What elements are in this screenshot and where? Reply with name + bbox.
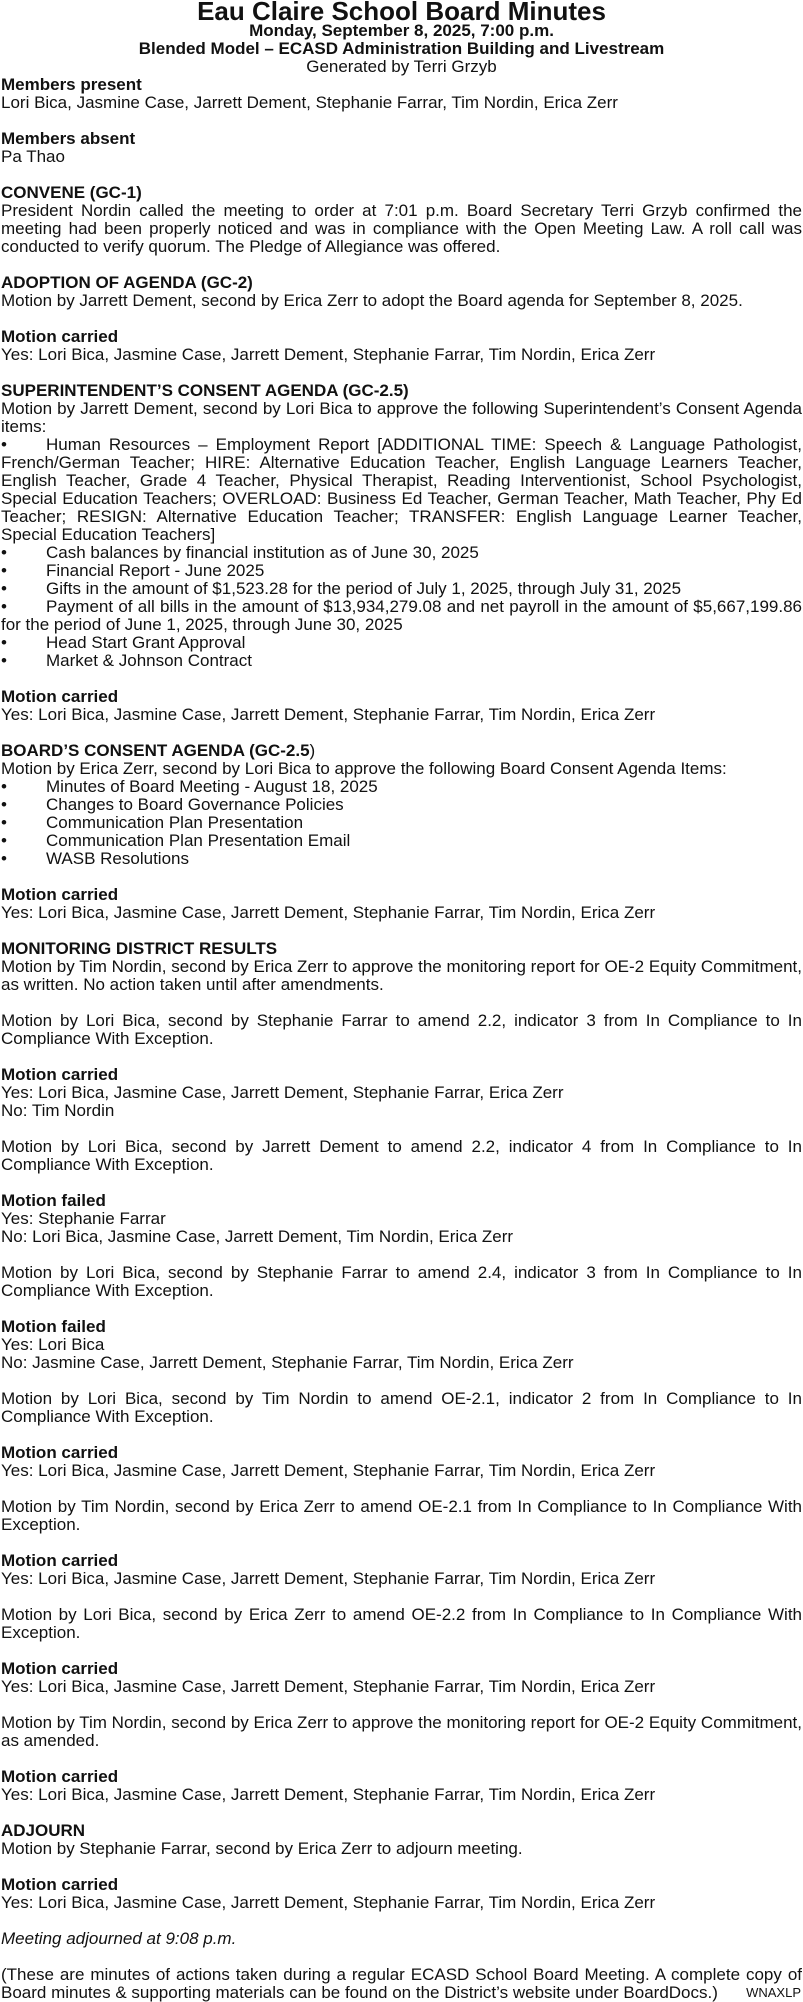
list-item: • Financial Report - June 2025 — [1, 562, 802, 580]
yes-votes: Yes: Lori Bica, Jasmine Case, Jarrett Dement, Stephanie Farrar, Tim Nordin, Erica Zerr — [1, 903, 656, 922]
motion-result: Motion carried — [1, 327, 119, 346]
motion-result: Motion failed — [1, 1191, 106, 1210]
no-votes: No: Lori Bica, Jasmine Case, Jarrett Dement, Tim Nordin, Erica Zerr — [1, 1227, 514, 1246]
monitoring-motion-block — [1, 1714, 802, 1750]
adjourned-time: Meeting adjourned at 9:08 p.m. — [1, 1929, 237, 1948]
list-item: • Changes to Board Governance Policies — [1, 796, 802, 814]
motion-result: Motion carried — [1, 1659, 119, 1678]
monitoring-motion-block — [1, 1012, 802, 1048]
members-present-section — [1, 76, 802, 112]
list-item: • Cash balances by financial institution as of June 30, 2025 — [1, 544, 802, 562]
yes-votes: Yes: Lori Bica, Jasmine Case, Jarrett Dement, Stephanie Farrar, Tim Nordin, Erica Zerr — [1, 1893, 656, 1912]
monitoring-motion: Motion by Lori Bica, second by Stephanie Farrar to amend 2.2, indicator 3 from In Compliance to In Compliance With Exception. — [1, 1011, 802, 1048]
yes-votes: Yes: Lori Bica, Jasmine Case, Jarrett Dement, Stephanie Farrar, Tim Nordin, Erica Zerr — [1, 1461, 656, 1480]
list-item: • Payment of all bills in the amount of $13,934,279.08 and net payroll in the amount of $5,667,199.86 for the period of June 1, 2025, through June 30, 2025 — [1, 598, 802, 634]
motion-result: Motion carried — [1, 1767, 119, 1786]
superintendent-consent-items — [1, 436, 802, 670]
superintendent-consent-section — [1, 382, 802, 670]
no-votes: No: Jasmine Case, Jarrett Dement, Stephanie Farrar, Tim Nordin, Erica Zerr — [1, 1353, 574, 1372]
monitoring-motion-block — [1, 1138, 802, 1174]
document-header — [1, 0, 802, 76]
superintendent-consent-vote — [1, 688, 802, 724]
monitoring-vote — [1, 1552, 802, 1588]
motion-result: Motion carried — [1, 687, 119, 706]
yes-votes: Yes: Lori Bica — [1, 1335, 105, 1354]
monitoring-motion: Motion by Lori Bica, second by Erica Zerr to amend OE-2.2 from In Compliance to In Compliance With Exception. — [1, 1605, 802, 1642]
list-item: • Head Start Grant Approval — [1, 634, 802, 652]
monitoring-motion: Motion by Tim Nordin, second by Erica Zerr to approve the monitoring report for OE-2 Equity Commitment, as written. No action taken until after amendments. — [1, 957, 802, 994]
yes-votes: Yes: Stephanie Farrar — [1, 1209, 166, 1228]
monitoring-vote — [1, 1318, 802, 1372]
board-consent-heading-tail: ) — [309, 741, 316, 760]
yes-votes: Yes: Lori Bica, Jasmine Case, Jarrett Dement, Stephanie Farrar, Tim Nordin, Erica Zerr — [1, 1677, 656, 1696]
yes-votes: Yes: Lori Bica, Jasmine Case, Jarrett Dement, Stephanie Farrar, Tim Nordin, Erica Zerr — [1, 345, 656, 364]
monitoring-vote — [1, 1066, 802, 1120]
monitoring-motion: Motion by Lori Bica, second by Jarrett Dement to amend 2.2, indicator 4 from In Compliance to In Compliance With Exception. — [1, 1137, 802, 1174]
motion-result: Motion carried — [1, 1551, 119, 1570]
monitoring-motion: Motion by Lori Bica, second by Stephanie Farrar to amend 2.4, indicator 3 from In Compliance to In Compliance With Exception. — [1, 1263, 802, 1300]
motion-result: Motion carried — [1, 885, 119, 904]
monitoring-motion-block — [1, 1498, 802, 1534]
monitoring-motion: Motion by Tim Nordin, second by Erica Zerr to amend OE-2.1 from In Compliance to In Compliance With Exception. — [1, 1497, 802, 1534]
motion-result: Motion failed — [1, 1317, 106, 1336]
monitoring-vote — [1, 1660, 802, 1696]
monitoring-vote — [1, 1768, 802, 1804]
adoption-heading: ADOPTION OF AGENDA (GC-2) — [1, 273, 253, 292]
list-item: • Communication Plan Presentation — [1, 814, 802, 832]
members-absent-section — [1, 130, 802, 166]
superintendent-consent-motion: Motion by Jarrett Dement, second by Lori Bica to approve the following Superintendent’s Consent Agenda items: — [1, 399, 802, 436]
list-item: • WASB Resolutions — [1, 850, 802, 868]
yes-votes: Yes: Lori Bica, Jasmine Case, Jarrett Dement, Stephanie Farrar, Tim Nordin, Erica Zerr — [1, 1569, 656, 1588]
closing-note-block — [1, 1966, 802, 2002]
adjourn-vote — [1, 1876, 802, 1912]
publication-code: WNAXLP — [746, 1985, 801, 2000]
adoption-motion: Motion by Jarrett Dement, second by Erica Zerr to adopt the Board agenda for September 8, 2025. — [1, 291, 743, 310]
monitoring-motion-block — [1, 1606, 802, 1642]
convene-heading: CONVENE (GC-1) — [1, 183, 142, 202]
list-item: • Human Resources – Employment Report [ADDITIONAL TIME: Speech & Language Pathologist, French/German Teacher; HIRE: Alternative Education Teacher, English Language Learners Teacher, English Teacher, Grade 4 Teacher, Physical Therapist, Reading Interventionist, School Psychologist, Special Education Teachers; OVERLOAD: Business Ed Teacher, German Teacher, Math Teacher, Phy Ed Teacher; RESIGN: Alternative Education Teacher; TRANSFER: English Language Learner Teacher, Special Education Teachers] — [1, 436, 802, 544]
list-item: • Market & Johnson Contract — [1, 652, 802, 670]
adoption-section — [1, 274, 802, 310]
motion-result: Motion carried — [1, 1065, 119, 1084]
list-item: • Minutes of Board Meeting - August 18, 2025 — [1, 778, 802, 796]
adjourn-section — [1, 1822, 802, 1858]
monitoring-motion-block — [1, 1390, 802, 1426]
closing-note: (These are minutes of actions taken during a regular ECASD School Board Meeting. A complete copy of Board minutes & supporting materials can be found on the District’s website under BoardDocs.) — [1, 1965, 802, 2002]
members-absent-names: Pa Thao — [1, 147, 65, 166]
generated-by: Generated by Terri Grzyb — [306, 57, 497, 76]
superintendent-consent-heading: SUPERINTENDENT’S CONSENT AGENDA (GC-2.5) — [1, 381, 409, 400]
convene-section — [1, 184, 802, 256]
list-item: • Communication Plan Presentation Email — [1, 832, 802, 850]
meeting-location: Blended Model – ECASD Administration Building and Livestream — [138, 39, 665, 58]
monitoring-motion: Motion by Lori Bica, second by Tim Nordin to amend OE-2.1, indicator 2 from In Compliance to In Compliance With Exception. — [1, 1389, 802, 1426]
adjourn-heading: ADJOURN — [1, 1821, 86, 1840]
adjourned-time-block — [1, 1930, 802, 1948]
board-consent-motion: Motion by Erica Zerr, second by Lori Bica to approve the following Board Consent Agenda Items: — [1, 759, 727, 778]
board-consent-vote — [1, 886, 802, 922]
monitoring-vote — [1, 1444, 802, 1480]
monitoring-section — [1, 940, 802, 994]
page-title: Eau Claire School Board Minutes — [197, 0, 606, 26]
members-absent-heading: Members absent — [1, 129, 136, 148]
motion-result: Motion carried — [1, 1875, 119, 1894]
board-consent-heading: BOARD’S CONSENT AGENDA (GC-2.5 — [1, 741, 310, 760]
adoption-vote — [1, 328, 802, 364]
monitoring-heading: MONITORING DISTRICT RESULTS — [1, 939, 278, 958]
board-consent-section — [1, 742, 802, 868]
convene-text: President Nordin called the meeting to order at 7:01 p.m. Board Secretary Terri Grzyb confirmed the meeting had been properly noticed and was in compliance with the Open Meeting Law. A roll call was conducted to verify quorum. The Pledge of Allegiance was offered. — [1, 201, 802, 256]
members-present-heading: Members present — [1, 75, 142, 94]
board-consent-heading-row — [1, 742, 802, 760]
no-votes: No: Tim Nordin — [1, 1101, 115, 1120]
adjourn-motion: Motion by Stephanie Farrar, second by Erica Zerr to adjourn meeting. — [1, 1839, 523, 1858]
motion-result: Motion carried — [1, 1443, 119, 1462]
members-present-names: Lori Bica, Jasmine Case, Jarrett Dement, Stephanie Farrar, Tim Nordin, Erica Zerr — [1, 93, 618, 112]
list-item: • Gifts in the amount of $1,523.28 for the period of July 1, 2025, through July 31, 2025 — [1, 580, 802, 598]
meeting-date: Monday, September 8, 2025, 7:00 p.m. — [249, 21, 554, 40]
yes-votes: Yes: Lori Bica, Jasmine Case, Jarrett Dement, Stephanie Farrar, Tim Nordin, Erica Zerr — [1, 705, 656, 724]
monitoring-vote — [1, 1192, 802, 1246]
monitoring-motion-block — [1, 1264, 802, 1300]
yes-votes: Yes: Lori Bica, Jasmine Case, Jarrett Dement, Stephanie Farrar, Erica Zerr — [1, 1083, 564, 1102]
monitoring-motion: Motion by Tim Nordin, second by Erica Zerr to approve the monitoring report for OE-2 Equity Commitment, as amended. — [1, 1713, 802, 1750]
yes-votes: Yes: Lori Bica, Jasmine Case, Jarrett Dement, Stephanie Farrar, Tim Nordin, Erica Zerr — [1, 1785, 656, 1804]
board-consent-items — [1, 778, 802, 868]
